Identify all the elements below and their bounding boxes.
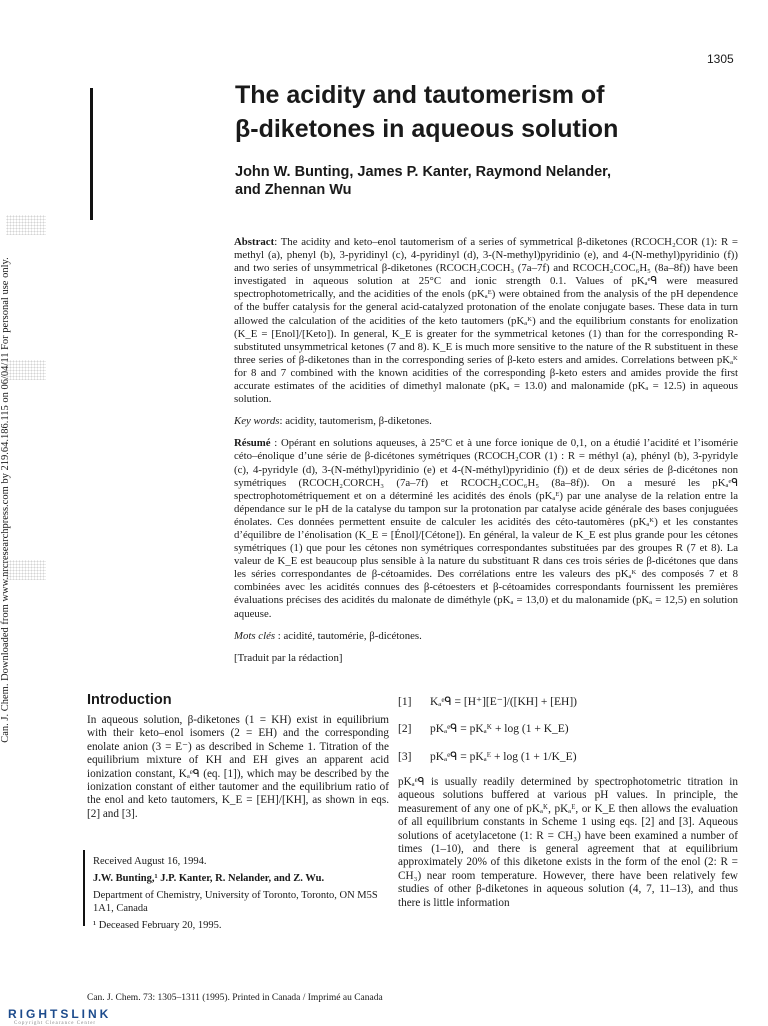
authors bbox=[235, 163, 715, 199]
paper-title bbox=[235, 78, 715, 146]
authors-line-1: John W. Bunting, James P. Kanter, Raymond Nelander, bbox=[235, 164, 612, 180]
scan-noise bbox=[6, 560, 46, 580]
equation-number: [1] bbox=[398, 696, 412, 708]
keywords-text: : acidity, tautomerism, β-diketones. bbox=[279, 415, 432, 428]
keywords-label: Key words bbox=[234, 415, 280, 428]
motscles-label: Mots clés bbox=[234, 629, 276, 642]
equation-text: Kₐᵉᑫ = [H⁺][E⁻]/([KH] + [EH]) bbox=[430, 696, 577, 708]
abstract-label: Abstract bbox=[234, 236, 275, 248]
scan-noise bbox=[6, 215, 46, 235]
author-footnote bbox=[93, 855, 393, 936]
deceased-note: ¹ Deceased February 20, 1995. bbox=[93, 920, 222, 931]
motscles-text: : acidité, tautomérie, β-dicétones. bbox=[275, 629, 422, 642]
equation-number: [2] bbox=[398, 723, 412, 735]
download-watermark bbox=[0, 250, 26, 750]
title-rule bbox=[90, 88, 93, 220]
mots-cles bbox=[234, 630, 738, 643]
abstract bbox=[234, 236, 738, 406]
rightslink-subtitle: Copyright Clearance Center bbox=[14, 1021, 97, 1026]
rightslink-logo[interactable]: RIGHTSLINK bbox=[8, 1007, 112, 1021]
resume bbox=[234, 437, 738, 620]
resume-label: Résumé bbox=[234, 437, 271, 450]
affiliation: Department of Chemistry, University of Toronto, Toronto, ON M5S 1A1, Canada bbox=[93, 890, 378, 914]
translation-note: [Traduit par la rédaction] bbox=[234, 651, 343, 664]
equation-2 bbox=[398, 721, 569, 735]
abstract-text: : The acidity and keto–enol tautomerism of a series of symmetrical β-diketones (RCOCH₂COR (1): R = methyl (a), phenyl (b), 3-pyridinyl (c), 4-pyridinyl (d), 3-(N-methyl)pyridinio (e), and 4-(N-methyl)pyridinio (f)) and two series of unsymmetrical β-diketones (RCOCH₂COCH₃ (7a–7f) and RCOCH₂COC₆H₅ (8a–8f)) have been investigated in aqueous solution at 25°C and ionic strength 0.1. Values of pKₐᵉᑫ were measured spectrophotometrically, and the acidities of the enols (pKₐᴱ) were obtained from the analysis of the pH dependence of the buffer catalysis for the general acid-catalyzed protonation of the enolate conjugate bases. These data in turn allowed the calculation of the acidities of the keto tautomers (pKₐᴷ) and the equilibrium constants for enolization (K_E = [Enol]/[Keto]). In general, K_E is greater for the symmetrical ketones (1) than for the corresponding R-substituted unsymmetrical ketones (7 and 8). K_E is much more sensitive to the nature of the R substituent in these three series of β-diketones than in the corresponding series of β-keto esters and amides. Correlations between pKₐᴷ for 8 and 7 combined with the known acidities of the corresponding β-keto esters and amides provide the first accurate estimates of the acidities of dimethyl malonate (pKₐ = 13.0) and malonamide (pKₐ = 12.5) in aqueous solution. bbox=[234, 236, 738, 406]
footnote-authors: J.W. Bunting,¹ J.P. Kanter, R. Nelander, and Z. Wu. bbox=[93, 873, 325, 884]
received-date: Received August 16, 1994. bbox=[93, 856, 207, 867]
keywords bbox=[234, 415, 738, 428]
resume-text: : Opérant en solutions aqueuses, à 25°C et à une force ionique de 0,1, on a étudié l’acidité et l’isomérie céto–énolique d’une série de β-dicétones symétriques (RCOCH₂COR (1) : R = méthyl (a), phényl (b), 3-pyridyle (c), 4-pyridyle (d), 3-(N-méthyl)pyridinio (e) et 4-(N-méthyl)pyridinio (f)) et de deux séries de β-dicétones non symétriques (RCOCH₂CORCH₃ (7a–7f) et RCOCH₂COC₆H₅ (8a–8f)). On a mesuré les pKₐᵉᑫ spectrophotométriquement et on a déterminé les acidités des énols (pKₐᴱ) par une analyse de la relation entre la dépendance sur le pH de la catalyse du tampon sur la protonation par catalyse acide générale des bases conjuguées énolates. Ces données permettent ensuite de calculer les acidités des céto-tautomères (pKₐᴷ) et les constantes d’équilibre de l’énolisation (K_E = [Énol]/[Cétone]). En général, la valeur de K_E est plus grande pour les cétones symétriques (1) que pour les cétones non symétriques correspondantes substituées par des groupes R (7 et 8). La valeur de K_E est beaucoup plus sensible à la nature du substituant R dans ces trois séries de β-dicétones que dans les séries correspondantes de β-cétoamides. Des corrélations entre les valeurs des pKₐᴷ des composés 7 et 8 combinées avec les acidités connues des β-cétoesters et β-cétoamides correspondants fournissent les premières évaluations précises des acidités du malonate de diméthyle (pKₐ = 13,0) et du malonamide (pKₐ = 12,5) en solution aqueuse. bbox=[234, 437, 738, 620]
section-heading-introduction: Introduction bbox=[87, 692, 172, 708]
page-number: 1305 bbox=[707, 52, 734, 66]
abstract-block bbox=[234, 236, 738, 674]
equation-number: [3] bbox=[398, 751, 412, 763]
scan-noise bbox=[6, 360, 46, 380]
equation-1 bbox=[398, 694, 577, 708]
intro-paragraph: In aqueous solution, β-diketones (1 = KH) exist in equilibrium with their keto–enol isomers (2 = EH) and the corresponding enolate anion (3 = E⁻) as described in Scheme 1. Titration of the equilibrium mixture of KH and EH gives an apparent acid ionization constant, Kₐᵉᑫ (eq. [1]), which may be described by the ionization constant of either tautomer and the equilibrium ratio of the enol and keto tautomers, K_E = [EH]/[KH], as shown in eqs. [2] and [3]. bbox=[87, 714, 389, 820]
title-line-2: β-diketones in aqueous solution bbox=[235, 115, 619, 143]
equation-text: pKₐᵉᑫ = pKₐᴷ + log (1 + K_E) bbox=[430, 723, 569, 735]
equation-3 bbox=[398, 749, 577, 763]
footnote-rule bbox=[83, 850, 85, 926]
authors-line-2: and Zhennan Wu bbox=[235, 182, 352, 198]
download-note-text: Can. J. Chem. Downloaded from www.nrcresearchpress.com by 219.64.186.115 on 06/04/11 For personal use only. bbox=[0, 257, 11, 743]
journal-footer: Can. J. Chem. 73: 1305–1311 (1995). Printed in Canada / Imprimé au Canada bbox=[87, 993, 383, 1003]
column-2-paragraph: pKₐᵉᑫ is usually readily determined by spectrophotometric titration in aqueous solutions buffered at various pH values. In principle, the measurement of any one of pKₐᴷ, pKₐᴱ, or K_E then allows the evaluation of all equilibrium constants in Scheme 1 using eqs. [2] and [3]. Aqueous solutions of acetylacetone (1: R = CH₃) have been examined a number of times (1–10), and there is general agreement that at equilibrium approximately 20% of this diketone exists in the form of the enol (2: R = CH₃) near room temperature. However, there have been relatively few studies of other β-diketones in aqueous solution (4, 7, 11–13), and thus there is little information bbox=[398, 776, 738, 909]
title-line-1: The acidity and tautomerism of bbox=[235, 81, 605, 109]
equation-text: pKₐᵉᑫ = pKₐᴱ + log (1 + 1/K_E) bbox=[430, 751, 577, 763]
